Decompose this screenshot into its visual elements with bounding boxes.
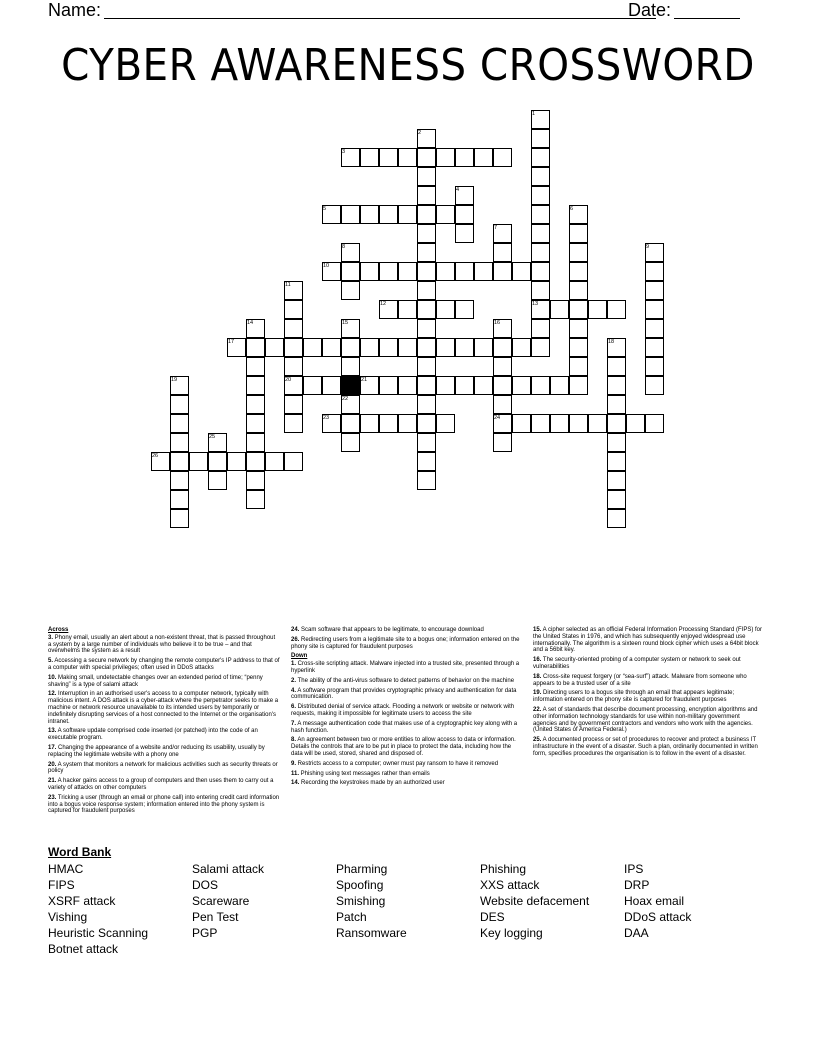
grid-cell[interactable] bbox=[322, 376, 341, 395]
grid-cell[interactable] bbox=[417, 281, 436, 300]
grid-number: 6 bbox=[570, 206, 574, 212]
word-bank-item: Phishing bbox=[480, 862, 527, 876]
clue-number: 24. bbox=[291, 627, 300, 633]
clue-text: Cross-site request forgery (or “sea-surf”) attack. Malware from someone who appears to be a trusted user of a site bbox=[533, 673, 747, 687]
grid-cell[interactable] bbox=[455, 205, 474, 224]
clue-number: 9. bbox=[291, 760, 297, 767]
clue-item bbox=[291, 678, 523, 685]
grid-cell[interactable] bbox=[417, 357, 436, 376]
grid-cell[interactable] bbox=[170, 490, 189, 509]
clue-item bbox=[48, 728, 280, 742]
word-bank-item: DES bbox=[480, 910, 505, 924]
grid-cell[interactable] bbox=[550, 376, 569, 395]
grid-cell[interactable] bbox=[417, 167, 436, 186]
grid-cell[interactable] bbox=[607, 471, 626, 490]
grid-cell[interactable] bbox=[284, 357, 303, 376]
clue-text: The security-oriented probing of a computer system or network to seek out vulnerabilities bbox=[533, 657, 741, 670]
grid-cell[interactable] bbox=[265, 338, 284, 357]
grid-cell[interactable] bbox=[531, 376, 550, 395]
grid-cell[interactable] bbox=[531, 148, 550, 167]
grid-cell[interactable] bbox=[531, 243, 550, 262]
down-heading: Down bbox=[291, 653, 308, 660]
clue-number: 1. bbox=[291, 661, 297, 668]
grid-number: 16 bbox=[494, 320, 501, 326]
clue-number: 4. bbox=[291, 687, 297, 694]
clue-number: 10. bbox=[48, 674, 57, 681]
grid-cell[interactable] bbox=[284, 319, 303, 338]
clue-number: 7. bbox=[291, 720, 297, 727]
clue-text: A cipher selected as an official Federal Information Processing Standard (FIPS) for the United States in 1976, and which has subsequently enjoyed widespread use internationally. The algorithm is a sixteen round block cipher which uses a 64bit block and a 56bit key. bbox=[533, 627, 763, 654]
grid-number: 17 bbox=[228, 339, 235, 345]
grid-cell[interactable] bbox=[246, 376, 265, 395]
grid-cell[interactable] bbox=[569, 243, 588, 262]
clue-number: 16. bbox=[533, 657, 542, 664]
clue-number: 19. bbox=[533, 690, 542, 697]
clue-number: 12. bbox=[48, 691, 57, 698]
clue-text: A documented process or set of procedures to recover and protect a business IT infrastructure in the event of a disaster. Such a plan, ordinarily documented in written form, specifies procedures the organisation is to follow in the event of a disaster. bbox=[533, 737, 758, 757]
clue-number: 26. bbox=[291, 636, 300, 643]
grid-cell[interactable] bbox=[322, 338, 341, 357]
grid-number: 15 bbox=[342, 320, 349, 326]
grid-cell-blocked bbox=[341, 376, 360, 395]
grid-cell[interactable] bbox=[398, 205, 417, 224]
grid-cell[interactable] bbox=[531, 338, 550, 357]
clue-item bbox=[48, 745, 280, 759]
grid-number: 2 bbox=[418, 130, 422, 136]
grid-cell[interactable] bbox=[531, 167, 550, 186]
clue-text: Distributed denial of service attack. Flooding a network or website or network with requests, making it impossible for legitimate users to access the site bbox=[291, 704, 515, 717]
clue-text: Making small, undetectable changes over an extended period of time; “penny shaving” is a type of salami attack bbox=[48, 674, 263, 688]
date-label: Date: bbox=[628, 0, 672, 20]
grid-cell[interactable] bbox=[341, 262, 360, 281]
grid-cell[interactable] bbox=[284, 414, 303, 433]
clue-item bbox=[533, 690, 765, 704]
grid-cell[interactable] bbox=[436, 262, 455, 281]
grid-cell[interactable] bbox=[246, 452, 265, 471]
clue-item bbox=[533, 657, 765, 671]
grid-cell[interactable] bbox=[531, 224, 550, 243]
grid-number: 4 bbox=[456, 187, 460, 193]
grid-number: 18 bbox=[608, 339, 615, 345]
grid-cell[interactable] bbox=[341, 414, 360, 433]
clue-number: 3. bbox=[48, 634, 54, 641]
grid-cell[interactable] bbox=[379, 205, 398, 224]
grid-cell[interactable] bbox=[379, 148, 398, 167]
clues-column-2 bbox=[291, 627, 523, 790]
clue-item bbox=[533, 674, 765, 688]
grid-cell[interactable] bbox=[493, 376, 512, 395]
grid-cell[interactable] bbox=[455, 262, 474, 281]
word-bank-item: PGP bbox=[192, 926, 218, 940]
grid-cell[interactable] bbox=[645, 357, 664, 376]
grid-number: 20 bbox=[285, 377, 292, 383]
grid-cell[interactable] bbox=[246, 433, 265, 452]
word-bank-item: DDoS attack bbox=[624, 910, 692, 924]
clue-text: Redirecting users from a legitimate site to a bogus one; information entered on the phony site is captured for fraudulent purposes bbox=[291, 636, 520, 650]
word-bank-column bbox=[624, 861, 691, 941]
grid-cell[interactable] bbox=[607, 414, 626, 433]
clue-number: 20. bbox=[48, 761, 57, 768]
clue-item bbox=[291, 737, 523, 757]
grid-cell[interactable] bbox=[569, 414, 588, 433]
grid-cell[interactable] bbox=[360, 338, 379, 357]
grid-cell[interactable] bbox=[436, 205, 455, 224]
word-bank-item: DOS bbox=[192, 878, 219, 892]
grid-cell[interactable] bbox=[417, 395, 436, 414]
grid-cell[interactable] bbox=[341, 205, 360, 224]
grid-cell[interactable] bbox=[436, 148, 455, 167]
grid-cell[interactable] bbox=[284, 395, 303, 414]
grid-cell[interactable] bbox=[455, 376, 474, 395]
grid-cell[interactable] bbox=[531, 262, 550, 281]
clue-text: Phishing using text messages rather than emails bbox=[299, 770, 430, 777]
grid-cell[interactable] bbox=[379, 262, 398, 281]
grid-cell[interactable] bbox=[474, 148, 493, 167]
name-label: Name: bbox=[48, 0, 102, 20]
clue-item bbox=[291, 761, 523, 768]
clue-item bbox=[291, 661, 523, 675]
word-bank-item: DAA bbox=[624, 926, 649, 940]
page-title: CYBER AWARENESS CROSSWORD bbox=[61, 40, 755, 91]
grid-cell[interactable] bbox=[645, 376, 664, 395]
grid-cell[interactable] bbox=[360, 148, 379, 167]
grid-cell[interactable] bbox=[645, 319, 664, 338]
word-bank-item: Key logging bbox=[480, 926, 543, 940]
clue-item bbox=[291, 780, 523, 787]
grid-number: 19 bbox=[171, 377, 178, 383]
word-bank-item: Scareware bbox=[192, 894, 250, 908]
grid-cell[interactable] bbox=[436, 376, 455, 395]
word-bank-item: Botnet attack bbox=[48, 942, 119, 956]
grid-cell[interactable] bbox=[493, 357, 512, 376]
grid-cell[interactable] bbox=[569, 319, 588, 338]
word-bank-item: IPS bbox=[624, 862, 644, 876]
grid-number: 24 bbox=[494, 415, 501, 421]
word-bank-column bbox=[336, 861, 407, 941]
grid-cell[interactable] bbox=[607, 490, 626, 509]
grid-cell[interactable] bbox=[436, 300, 455, 319]
grid-cell[interactable] bbox=[246, 471, 265, 490]
grid-cell[interactable] bbox=[170, 414, 189, 433]
grid-cell[interactable] bbox=[569, 224, 588, 243]
grid-cell[interactable] bbox=[531, 129, 550, 148]
grid-cell[interactable] bbox=[284, 452, 303, 471]
grid-cell[interactable] bbox=[512, 376, 531, 395]
grid-cell[interactable] bbox=[417, 262, 436, 281]
grid-cell[interactable] bbox=[569, 300, 588, 319]
grid-cell[interactable] bbox=[360, 205, 379, 224]
word-bank-item: Heuristic Scanning bbox=[48, 926, 149, 940]
grid-cell[interactable] bbox=[455, 338, 474, 357]
grid-cell[interactable] bbox=[607, 357, 626, 376]
clues-column-3 bbox=[533, 627, 765, 761]
grid-cell[interactable] bbox=[379, 338, 398, 357]
grid-cell[interactable] bbox=[227, 452, 246, 471]
grid-cell[interactable] bbox=[417, 414, 436, 433]
grid-cell[interactable] bbox=[417, 471, 436, 490]
clue-item bbox=[291, 771, 523, 778]
grid-cell[interactable] bbox=[493, 148, 512, 167]
grid-cell[interactable] bbox=[398, 338, 417, 357]
clue-number: 15. bbox=[533, 627, 542, 633]
clue-item bbox=[533, 627, 765, 654]
grid-cell[interactable] bbox=[493, 243, 512, 262]
grid-cell[interactable] bbox=[303, 338, 322, 357]
clue-text: A system that monitors a network for malicious activities such as security threats or policy bbox=[48, 761, 278, 775]
grid-cell[interactable] bbox=[360, 414, 379, 433]
grid-cell[interactable] bbox=[531, 281, 550, 300]
grid-number: 11 bbox=[285, 282, 291, 288]
word-bank-item: Hoax email bbox=[624, 894, 685, 908]
grid-cell[interactable] bbox=[398, 262, 417, 281]
word-bank-item: XSRF attack bbox=[48, 894, 116, 908]
grid-cell[interactable] bbox=[607, 300, 626, 319]
clue-text: Directing users to a bogus site through an email that appears legitimate; information entered on the phony site is captured for fraudulent purposes bbox=[533, 690, 735, 704]
grid-cell[interactable] bbox=[569, 262, 588, 281]
clue-item bbox=[291, 637, 523, 651]
clue-text: Scam software that appears to be legitimate, to encourage download bbox=[299, 627, 484, 633]
clue-number: 11. bbox=[291, 770, 300, 777]
grid-cell[interactable] bbox=[417, 452, 436, 471]
grid-number: 1 bbox=[532, 111, 536, 117]
grid-cell[interactable] bbox=[531, 205, 550, 224]
clue-item bbox=[533, 707, 765, 734]
word-bank-column bbox=[192, 861, 264, 941]
grid-cell[interactable] bbox=[208, 471, 227, 490]
word-bank-item: HMAC bbox=[48, 862, 84, 876]
clue-item bbox=[291, 688, 523, 702]
grid-cell[interactable] bbox=[417, 319, 436, 338]
word-bank-item: Spoofing bbox=[336, 878, 384, 892]
grid-cell[interactable] bbox=[512, 414, 531, 433]
grid-cell[interactable] bbox=[341, 357, 360, 376]
clue-number: 18. bbox=[533, 673, 542, 680]
grid-cell[interactable] bbox=[569, 376, 588, 395]
grid-cell[interactable] bbox=[531, 186, 550, 205]
grid-cell[interactable] bbox=[379, 376, 398, 395]
clue-item bbox=[291, 704, 523, 718]
clue-item bbox=[48, 691, 280, 725]
grid-cell[interactable] bbox=[607, 433, 626, 452]
clue-item bbox=[48, 658, 280, 672]
grid-cell[interactable] bbox=[569, 281, 588, 300]
grid-cell[interactable] bbox=[360, 262, 379, 281]
clue-text: A software update comprised code inserted (or patched) into the code of an executable program. bbox=[48, 728, 258, 742]
clue-number: 8. bbox=[291, 737, 297, 744]
grid-cell[interactable] bbox=[170, 509, 189, 528]
grid-cell[interactable] bbox=[550, 414, 569, 433]
grid-cell[interactable] bbox=[246, 357, 265, 376]
clue-text: Restricts access to a computer; owner must pay ransom to have it removed bbox=[296, 760, 499, 767]
clue-number: 5. bbox=[48, 658, 54, 665]
clue-text: A message authentication code that makes use of a cryptographic key along with a hash function. bbox=[291, 720, 518, 734]
grid-cell[interactable] bbox=[398, 300, 417, 319]
grid-cell[interactable] bbox=[170, 452, 189, 471]
grid-cell[interactable] bbox=[265, 452, 284, 471]
clue-number: 21. bbox=[48, 778, 57, 785]
clue-text: Interruption in an authorised user's access to a computer network, typically with malicious intent. A DOS attack is a cyber-attack where the perpetrator seeks to make a machine or network resource unavailable to its intended users by temporarily or indefinitely disrupting services of a host connected to the Internet or the organisation's intranet. bbox=[48, 691, 279, 725]
grid-cell[interactable] bbox=[569, 338, 588, 357]
grid-cell[interactable] bbox=[341, 433, 360, 452]
clue-item bbox=[48, 762, 280, 776]
word-bank-item: FIPS bbox=[48, 878, 75, 892]
grid-cell[interactable] bbox=[455, 224, 474, 243]
clue-item bbox=[48, 675, 280, 689]
grid-cell[interactable] bbox=[417, 243, 436, 262]
grid-cell[interactable] bbox=[588, 300, 607, 319]
grid-cell[interactable] bbox=[607, 452, 626, 471]
grid-cell[interactable] bbox=[170, 433, 189, 452]
grid-cell[interactable] bbox=[645, 281, 664, 300]
grid-cell[interactable] bbox=[398, 148, 417, 167]
grid-number: 12 bbox=[380, 301, 387, 307]
word-bank-item: XXS attack bbox=[480, 878, 540, 892]
grid-number: 14 bbox=[247, 320, 254, 326]
grid-cell[interactable] bbox=[341, 338, 360, 357]
clue-item bbox=[48, 635, 280, 655]
grid-cell[interactable] bbox=[607, 509, 626, 528]
grid-cell[interactable] bbox=[417, 433, 436, 452]
grid-number: 3 bbox=[342, 149, 346, 155]
grid-cell[interactable] bbox=[474, 338, 493, 357]
grid-cell[interactable] bbox=[493, 338, 512, 357]
grid-cell[interactable] bbox=[417, 376, 436, 395]
word-bank-item: Pharming bbox=[336, 862, 388, 876]
word-bank-item: Ransomware bbox=[336, 926, 407, 940]
clue-item bbox=[291, 627, 523, 634]
grid-cell[interactable] bbox=[455, 300, 474, 319]
grid-cell[interactable] bbox=[208, 452, 227, 471]
clue-number: 22. bbox=[533, 706, 542, 713]
grid-number: 9 bbox=[646, 244, 650, 250]
grid-cell[interactable] bbox=[284, 338, 303, 357]
grid-cell[interactable] bbox=[645, 414, 664, 433]
word-bank-item: Patch bbox=[336, 910, 367, 924]
clues-column-1 bbox=[48, 627, 280, 818]
grid-cell[interactable] bbox=[474, 262, 493, 281]
word-bank-column bbox=[480, 861, 589, 941]
grid-cell[interactable] bbox=[550, 300, 569, 319]
clue-text: Tricking a user (through an email or phone call) into entering credit card information into a bogus voice response system; information entered into the phony system is captured for fraudulent purposes bbox=[48, 794, 280, 815]
grid-cell[interactable] bbox=[607, 376, 626, 395]
grid-cell[interactable] bbox=[398, 414, 417, 433]
clue-number: 6. bbox=[291, 704, 297, 711]
grid-number: 23 bbox=[323, 415, 330, 421]
clue-text: Accessing a secure network by changing the remote computer's IP address to that of a computer with special privileges; often used in DDoS attacks bbox=[48, 658, 280, 671]
grid-number: 13 bbox=[532, 301, 539, 307]
word-bank-title: Word Bank bbox=[48, 845, 112, 859]
grid-cell[interactable] bbox=[493, 262, 512, 281]
grid-cell[interactable] bbox=[417, 186, 436, 205]
word-bank-item: Pen Test bbox=[192, 910, 239, 924]
grid-cell[interactable] bbox=[493, 395, 512, 414]
grid-cell[interactable] bbox=[455, 148, 474, 167]
grid-cell[interactable] bbox=[417, 205, 436, 224]
grid-cell[interactable] bbox=[170, 471, 189, 490]
grid-cell[interactable] bbox=[170, 395, 189, 414]
grid-cell[interactable] bbox=[645, 262, 664, 281]
grid-cell[interactable] bbox=[246, 414, 265, 433]
clue-text: An agreement between two or more entities to allow access to data or information. Details the controls that are to be put in place to protect the data, including how the data will be used, stored, shared and disposed of. bbox=[291, 737, 516, 757]
grid-number: 22 bbox=[342, 396, 349, 402]
grid-cell[interactable] bbox=[569, 357, 588, 376]
grid-cell[interactable] bbox=[512, 262, 531, 281]
grid-cell[interactable] bbox=[531, 319, 550, 338]
grid-cell[interactable] bbox=[303, 376, 322, 395]
grid-number: 25 bbox=[209, 434, 216, 440]
clue-number: 25. bbox=[533, 737, 542, 744]
word-bank-column bbox=[48, 861, 148, 957]
word-bank-item: Salami attack bbox=[192, 862, 265, 876]
across-heading: Across bbox=[48, 627, 69, 633]
grid-cell[interactable] bbox=[417, 224, 436, 243]
clue-item bbox=[48, 778, 280, 792]
grid-cell[interactable] bbox=[398, 376, 417, 395]
grid-cell[interactable] bbox=[512, 338, 531, 357]
grid-cell[interactable] bbox=[588, 414, 607, 433]
clue-number: 2. bbox=[291, 677, 297, 684]
clue-text: Cross-site scripting attack. Malware injected into a trusted site, presented through a hyperlink bbox=[291, 661, 520, 674]
grid-cell[interactable] bbox=[341, 281, 360, 300]
word-bank-item: Website defacement bbox=[480, 894, 590, 908]
grid-number: 21 bbox=[361, 377, 368, 383]
clue-text: Changing the appearance of a website and/or reducing its usability, usually by replacing the legitimate website with a phony one bbox=[48, 744, 265, 758]
word-bank-item: Vishing bbox=[48, 910, 88, 924]
grid-cell[interactable] bbox=[417, 338, 436, 357]
grid-cell[interactable] bbox=[626, 414, 645, 433]
grid-cell[interactable] bbox=[645, 300, 664, 319]
grid-cell[interactable] bbox=[607, 395, 626, 414]
grid-cell[interactable] bbox=[189, 452, 208, 471]
grid-cell[interactable] bbox=[436, 414, 455, 433]
grid-cell[interactable] bbox=[493, 433, 512, 452]
clue-number: 13. bbox=[48, 728, 57, 735]
grid-cell[interactable] bbox=[436, 338, 455, 357]
grid-cell[interactable] bbox=[246, 338, 265, 357]
clue-number: 17. bbox=[48, 744, 57, 751]
word-bank-item: DRP bbox=[624, 878, 650, 892]
clue-item bbox=[48, 795, 280, 815]
grid-cell[interactable] bbox=[246, 490, 265, 509]
clue-text: Phony email, usually an alert about a non-existent threat, that is passed throughout a system by a large number of individuals who believe it to be true – and that overwhelms the system as a result bbox=[48, 634, 276, 655]
clue-text: A set of standards that describe document processing, encryption algorithms and other information technology standards for use within non-military government agencies and by government contractors and vendors who work with the agencies. (United States of America Federal.) bbox=[533, 706, 758, 734]
grid-cell[interactable] bbox=[645, 338, 664, 357]
clue-text: Recording the keystrokes made by an authorized user bbox=[299, 780, 445, 787]
clue-number: 23. bbox=[48, 794, 57, 801]
word-bank-item: Smishing bbox=[336, 894, 386, 908]
grid-cell[interactable] bbox=[531, 414, 550, 433]
grid-number: 5 bbox=[323, 206, 327, 212]
clue-text: A software program that provides cryptographic privacy and authentication for data communication. bbox=[291, 687, 517, 701]
clue-text: The ability of the anti-virus software to detect patterns of behavior on the machine bbox=[296, 677, 515, 684]
grid-cell[interactable] bbox=[246, 395, 265, 414]
grid-number: 10 bbox=[323, 263, 330, 269]
grid-cell[interactable] bbox=[474, 376, 493, 395]
clue-item bbox=[533, 737, 765, 757]
grid-cell[interactable] bbox=[417, 300, 436, 319]
grid-cell[interactable] bbox=[284, 300, 303, 319]
clue-item bbox=[291, 721, 523, 735]
grid-number: 8 bbox=[342, 244, 346, 250]
clue-number: 14. bbox=[291, 780, 300, 787]
grid-cell[interactable] bbox=[417, 148, 436, 167]
grid-number: 26 bbox=[152, 453, 159, 459]
grid-number: 7 bbox=[494, 225, 498, 231]
grid-cell[interactable] bbox=[379, 414, 398, 433]
clue-text: A hacker gains access to a group of computers and then uses them to carry out a variety of attacks on other computers bbox=[48, 778, 274, 791]
